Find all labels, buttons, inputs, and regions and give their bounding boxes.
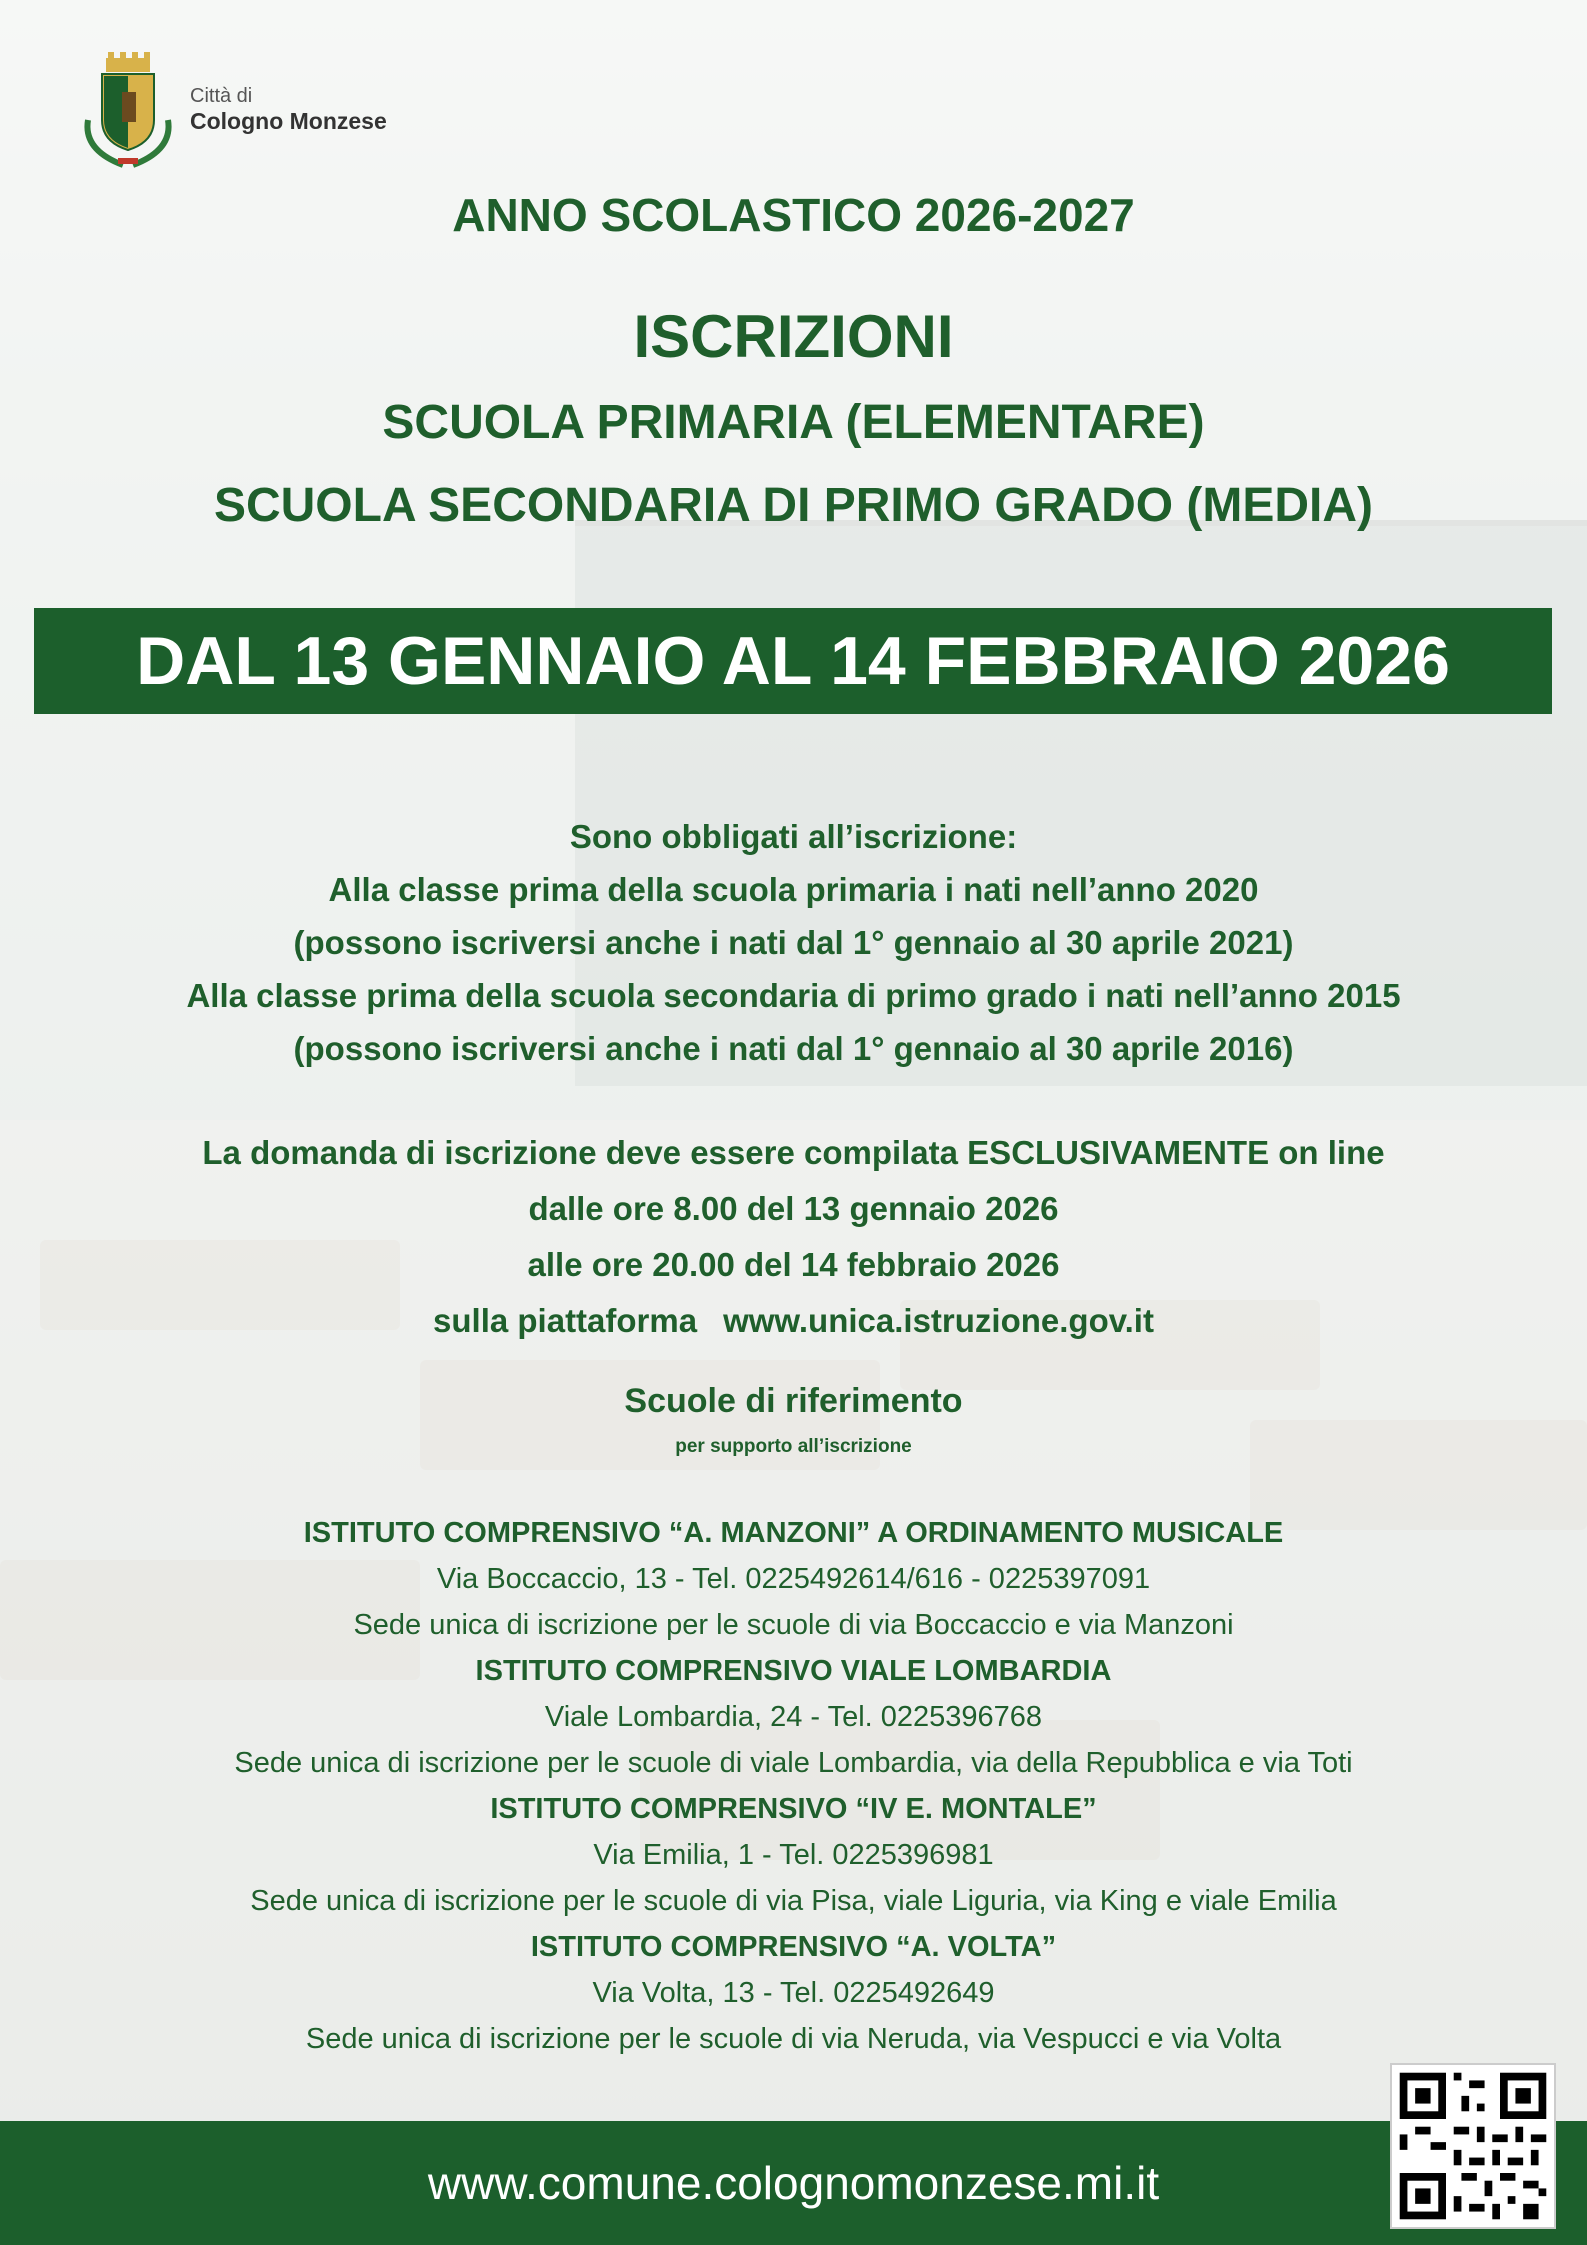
obligation-block [0,810,1587,1075]
school-note: Sede unica di iscrizione per le scuole di via Boccaccio e via Manzoni [353,1609,1234,1641]
school-address: Via Emilia, 1 - Tel. 0225396981 [593,1839,994,1871]
school-address: Via Volta, 13 - Tel. 0225492649 [592,1977,995,2009]
school-item [0,1786,1587,1924]
footer-bar [0,2121,1587,2245]
school-address: Via Boccaccio, 13 - Tel. 0225492614/616 - 0225397091 [436,1563,1151,1595]
application-block [0,1125,1587,1349]
school-name: ISTITUTO COMPRENSIVO “IV E. MONTALE” [490,1793,1097,1825]
date-banner: DAL 13 GENNAIO AL 14 FEBBRAIO 2026 [34,608,1552,714]
school-name: ISTITUTO COMPRENSIVO “A. MANZONI” A ORDINAMENTO MUSICALE [303,1517,1284,1549]
qr-code-icon[interactable] [1390,2063,1556,2229]
application-line: La domanda di iscrizione deve essere compilata ESCLUSIVAMENTE on line [202,1134,1385,1171]
iscrizioni-heading: ISCRIZIONI [633,303,954,370]
school-name: ISTITUTO COMPRENSIVO VIALE LOMBARDIA [475,1655,1112,1687]
obligation-line: Alla classe prima della scuola primaria i nati nell’anno 2020 [328,871,1259,908]
school-note: Sede unica di iscrizione per le scuole di via Pisa, viale Liguria, via King e viale Emilia [250,1885,1337,1917]
obligation-line: (possono iscriversi anche i nati dal 1° gennaio al 30 aprile 2021) [293,924,1294,961]
application-end: alle ore 20.00 del 14 febbraio 2026 [527,1246,1060,1283]
obligation-title: Sono obbligati all’iscrizione: [569,818,1018,855]
school-item [0,1648,1587,1786]
secondary-school-heading: SCUOLA SECONDARIA DI PRIMO GRADO (MEDIA) [213,479,1374,532]
platform-link[interactable]: www.unica.istruzione.gov.it [723,1302,1154,1339]
reference-schools-title: Scuole di riferimento [624,1382,963,1420]
obligation-line: (possono iscriversi anche i nati dal 1° gennaio al 30 aprile 2016) [293,1030,1294,1067]
platform-label: sulla piattaforma [433,1302,698,1339]
application-start: dalle ore 8.00 del 13 gennaio 2026 [528,1190,1059,1227]
school-note: Sede unica di iscrizione per le scuole di via Neruda, via Vespucci e via Volta [305,2023,1282,2055]
logo-city-prefix: Città di [190,85,253,108]
city-logo [78,50,408,170]
schools-list [0,1510,1587,2062]
school-year-heading: ANNO SCOLASTICO 2026-2027 [452,189,1135,241]
school-item [0,1924,1587,2062]
coat-of-arms-icon [78,50,178,170]
qr-code-graphic [1392,2065,1554,2227]
school-address: Viale Lombardia, 24 - Tel. 0225396768 [544,1701,1043,1733]
logo-city-name: Cologno Monzese [190,108,387,135]
reference-schools-subtitle: per supporto all’iscrizione [675,1436,912,1457]
school-item [0,1510,1587,1648]
school-name: ISTITUTO COMPRENSIVO “A. VOLTA” [530,1931,1057,1963]
primary-school-heading: SCUOLA PRIMARIA (ELEMENTARE) [382,396,1205,449]
footer-website-link[interactable]: www.comune.colognomonzese.mi.it [427,2157,1160,2209]
obligation-line: Alla classe prima della scuola secondaria di primo grado i nati nell’anno 2015 [186,977,1401,1014]
school-note: Sede unica di iscrizione per le scuole di viale Lombardia, via della Repubblica e via Toti [234,1747,1353,1779]
